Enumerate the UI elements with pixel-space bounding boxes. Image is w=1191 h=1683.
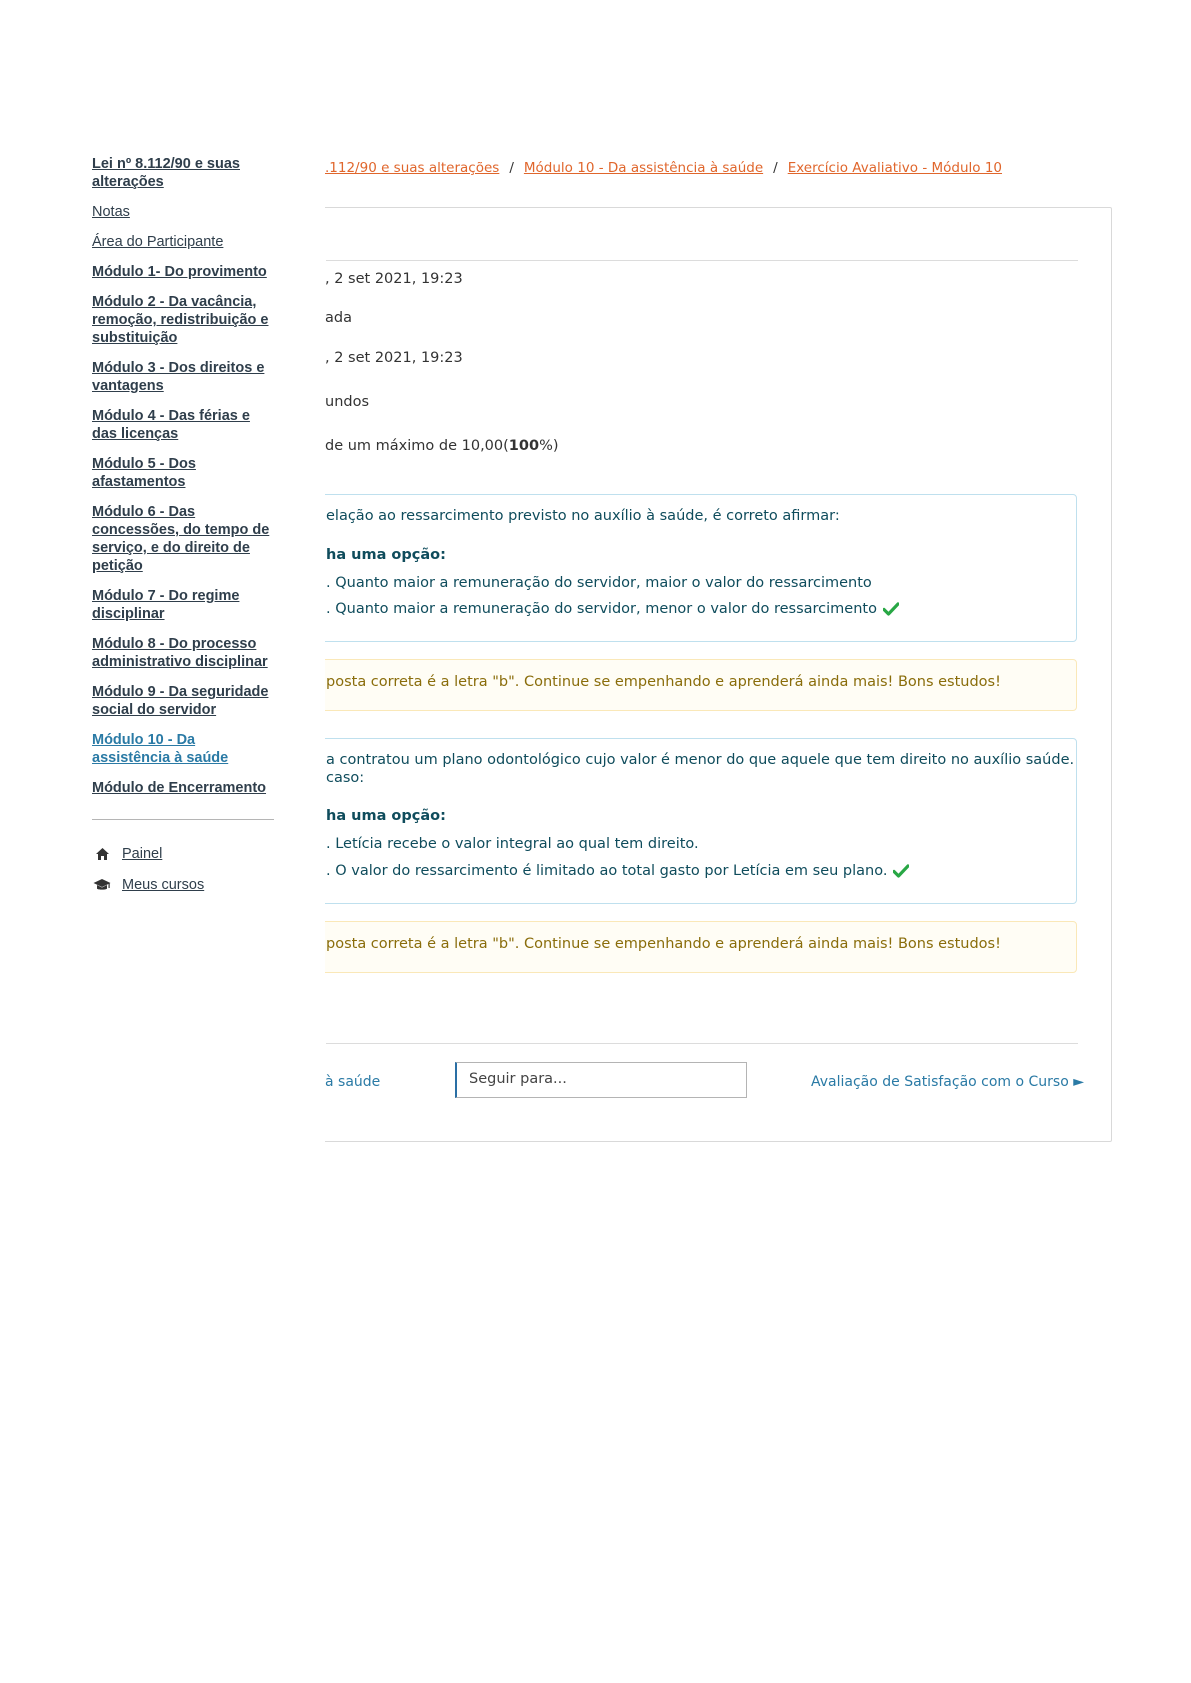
sidebar-item-modulo-2[interactable]: Módulo 2 - Da vacância, remoção, redistribuição e substituição xyxy=(92,294,269,346)
sidebar-item-painel[interactable] xyxy=(92,845,274,863)
sidebar-item-modulo-6[interactable]: Módulo 6 - Das concessões, do tempo de serviço, e do direito de petição xyxy=(92,504,270,574)
graduation-cap-icon xyxy=(92,877,112,893)
question-2-option-a[interactable] xyxy=(326,836,699,852)
course-sidebar xyxy=(92,155,274,907)
summary-duration: undos xyxy=(325,394,370,410)
sidebar-item-modulo-4[interactable]: Módulo 4 - Das férias e das licenças xyxy=(92,408,250,442)
option-label: . O valor do ressarcimento é limitado ao total gasto por Letícia em seu plano. xyxy=(326,863,888,879)
sidebar-item-modulo-encerramento[interactable]: Módulo de Encerramento xyxy=(92,780,267,796)
summary-state: ada xyxy=(325,310,352,326)
question-1-prompt: ha uma opção: xyxy=(326,547,446,563)
sidebar-item-modulo-7[interactable]: Módulo 7 - Do regime disciplinar xyxy=(92,588,240,622)
question-1-option-a[interactable] xyxy=(326,575,872,591)
option-label: . Letícia recebe o valor integral ao qual tem direito. xyxy=(326,836,699,852)
question-1 xyxy=(325,494,1077,642)
next-activity-link[interactable]: Avaliação de Satisfação com o Curso ► xyxy=(811,1074,1085,1090)
question-1-text: elação ao ressarcimento previsto no auxílio à saúde, é correto afirmar: xyxy=(326,508,840,524)
breadcrumb-module[interactable]: Módulo 10 - Da assistência à saúde xyxy=(523,160,764,176)
sidebar-item-meus-cursos-label[interactable]: Meus cursos xyxy=(122,877,205,893)
previous-activity-link[interactable]: à saúde xyxy=(325,1074,381,1090)
option-label: . Quanto maior a remuneração do servidor, menor o valor do ressarcimento xyxy=(326,601,877,617)
breadcrumb-separator: / xyxy=(509,160,514,176)
question-1-option-b[interactable] xyxy=(326,601,899,617)
sidebar-course-title[interactable]: Lei nº 8.112/90 e suas alterações xyxy=(92,156,240,190)
feedback-text: posta correta é a letra "b". Continue se empenhando e aprenderá ainda mais! Bons estudos! xyxy=(326,936,1001,952)
summary-started: , 2 set 2021, 19:23 xyxy=(325,271,463,287)
sidebar-item-modulo-8[interactable]: Módulo 8 - Do processo administrativo disciplinar xyxy=(92,636,268,670)
sidebar-divider xyxy=(92,819,274,820)
sidebar-item-notas[interactable]: Notas xyxy=(92,204,130,220)
sidebar-item-painel-label[interactable]: Painel xyxy=(122,846,163,862)
grade-prefix: de um máximo de 10,00( xyxy=(325,438,509,454)
sidebar-item-meus-cursos[interactable] xyxy=(92,876,274,894)
question-1-feedback xyxy=(325,659,1077,711)
divider xyxy=(326,1043,1078,1044)
sidebar-item-modulo-5[interactable]: Módulo 5 - Dos afastamentos xyxy=(92,456,196,490)
breadcrumb-separator: / xyxy=(773,160,778,176)
main-content xyxy=(325,0,1191,1683)
question-2-text-line-1: a contratou um plano odontológico cujo valor é menor do que aquele que tem direito no auxílio saúde. xyxy=(326,752,1075,768)
breadcrumb-exercise[interactable]: Exercício Avaliativo - Módulo 10 xyxy=(787,160,1003,176)
question-2-prompt: ha uma opção: xyxy=(326,808,446,824)
grade-percent: 100 xyxy=(508,438,540,454)
question-2 xyxy=(325,738,1077,904)
question-2-text-line-2: caso: xyxy=(326,770,365,786)
sidebar-item-modulo-3[interactable]: Módulo 3 - Dos direitos e vantagens xyxy=(92,360,265,394)
jump-to-select[interactable]: Seguir para... xyxy=(455,1062,747,1098)
check-icon xyxy=(893,864,909,878)
question-2-option-b[interactable] xyxy=(326,863,909,879)
grade-suffix: %) xyxy=(539,438,559,454)
sidebar-item-modulo-1[interactable]: Módulo 1- Do provimento xyxy=(92,264,267,280)
divider xyxy=(326,260,1078,261)
sidebar-item-modulo-9[interactable]: Módulo 9 - Da seguridade social do servidor xyxy=(92,684,269,718)
question-2-feedback xyxy=(325,921,1077,973)
check-icon xyxy=(883,602,899,616)
sidebar-item-area-participante[interactable]: Área do Participante xyxy=(92,234,224,250)
breadcrumb-course[interactable]: .112/90 e suas alterações xyxy=(325,160,500,176)
home-icon xyxy=(92,846,112,862)
activity-navigation xyxy=(325,1062,1085,1102)
summary-grade xyxy=(325,438,559,454)
feedback-text: posta correta é a letra "b". Continue se empenhando e aprenderá ainda mais! Bons estudos! xyxy=(326,674,1001,690)
option-label: . Quanto maior a remuneração do servidor, maior o valor do ressarcimento xyxy=(326,575,872,591)
sidebar-item-modulo-10[interactable]: Módulo 10 - Da assistência à saúde xyxy=(92,732,229,766)
summary-completed: , 2 set 2021, 19:23 xyxy=(325,350,463,366)
breadcrumb xyxy=(325,160,1002,176)
